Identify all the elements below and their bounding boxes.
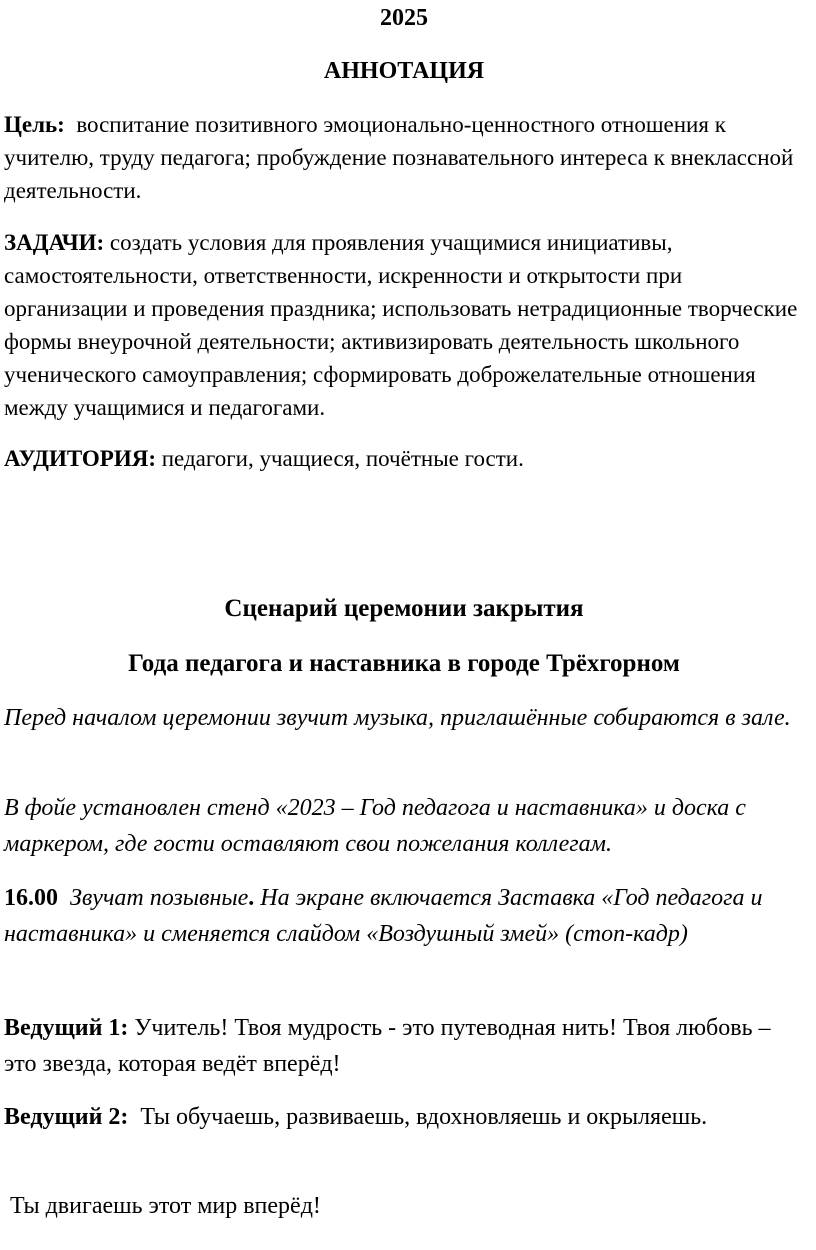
scenario-title-line2: Года педагога и наставника в городе Трёхгорном [128,650,680,677]
time-dot: . [248,885,255,911]
audience-paragraph [4,442,804,475]
scenario-title-line1: Сценарий церемонии закрытия [224,595,584,622]
intro-foyer-paragraph: В фойе установлен стенд «2023 – Год педагога и наставника» и доска с маркером, где гости оставляют свои пожелания коллегам. [4,795,746,857]
document-year: 2025 [380,5,428,31]
closing-line: Ты двигаешь этот мир вперёд! [10,1193,321,1219]
goal-label: Цель: [4,112,65,137]
host2-label: Ведущий 2: [4,1104,129,1130]
annotation-title: АННОТАЦИЯ [323,58,485,84]
tasks-label: ЗАДАЧИ: [4,230,105,255]
tasks-text: создать условия для проявления учащимися инициативы, самостоятельности, ответственности, искренности и открытости при организации и проведения праздника; использовать нетрадиционные творческие формы внеурочной деятельности; активизировать деятельность школьного ученического самоуправления; сформировать доброжелательные отношения между учащимися и педагогами. [4,230,798,420]
host1-text: Учитель! Твоя мудрость - это путеводная нить! Твоя любовь – это звезда, которая ведёт вперёд! [4,1015,771,1077]
time-paragraph [4,880,804,952]
time-text-a: Звучат позывные [70,885,249,911]
time-text-b: На экране включается Заставка «Год педагога и наставника» и сменяется слайдом «Воздушный змей» (стоп-кадр) [4,885,763,947]
goal-paragraph [4,108,804,207]
host1-paragraph [4,1010,804,1082]
intro-music-paragraph: Перед началом церемонии звучит музыка, приглашённые собираются в зале. [4,705,791,731]
goal-text: воспитание позитивного эмоционально-ценностного отношения к учителю, труду педагога; пробуждение познавательного интереса к внеклассной деятельности. [4,112,794,203]
host2-paragraph [4,1099,804,1135]
host1-label: Ведущий 1: [4,1015,129,1041]
audience-label: АУДИТОРИЯ: [4,446,156,471]
audience-text: педагоги, учащиеся, почётные гости. [161,446,524,471]
host2-text: Ты обучаешь, развиваешь, вдохновляешь и окрыляешь. [140,1104,708,1130]
tasks-paragraph [4,226,804,424]
start-time: 16.00 [4,885,58,911]
